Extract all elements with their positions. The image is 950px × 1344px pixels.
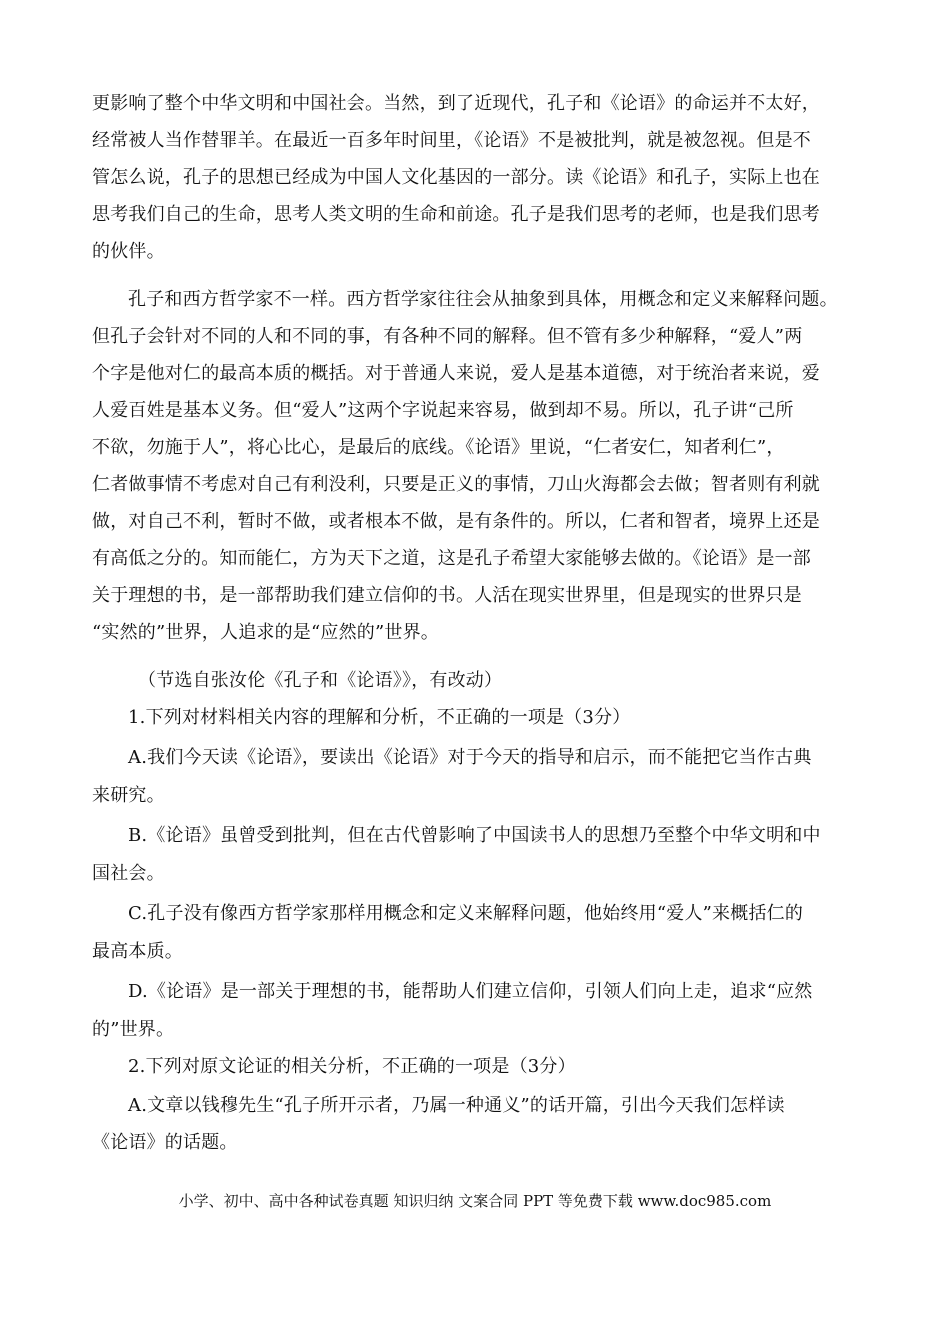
text-line: 不欲，勿施于人”，将心比心，是最后的底线。《论语》里说，“仁者安仁，知者利仁”， <box>92 437 785 458</box>
text-line: “实然的”世界，人追求的是“应然的”世界。 <box>92 622 440 643</box>
option-d-line: D.《论语》是一部关于理想的书，能帮助人们建立信仰，引领人们向上走，追求“应然 <box>128 981 813 1002</box>
text-line: 管怎么说，孔子的思想已经成为中国人文化基因的一部分。读《论语》和孔子，实际上也在 <box>92 167 820 188</box>
text-line: 更影响了整个中华文明和中国社会。当然，到了近现代，孔子和《论语》的命运并不太好， <box>92 93 820 114</box>
option-a-line: A.我们今天读《论语》，要读出《论语》对于今天的指导和启示，而不能把它当作古典 <box>128 747 812 768</box>
text-line: 思考我们自己的生命，思考人类文明的生命和前途。孔子是我们思考的老师，也是我们思考 <box>92 204 820 225</box>
option-a-line: A.文章以钱穆先生“孔子所开示者，乃属一种通义”的话开篇，引出今天我们怎样读 <box>128 1095 785 1116</box>
option-b-line: B.《论语》虽曾受到批判，但在古代曾影响了中国读书人的思想乃至整个中华文明和中 <box>128 825 821 846</box>
option-a-line: 来研究。 <box>92 785 165 806</box>
question-1-stem: 1.下列对材料相关内容的理解和分析，不正确的一项是（3分） <box>128 707 631 728</box>
text-line: 经常被人当作替罪羊。在最近一百多年时间里，《论语》不是被批判，就是被忽视。但是不 <box>92 130 811 151</box>
text-line: 人爱百姓是基本义务。但“爱人”这两个字说起来容易，做到却不易。所以，孔子讲“己所 <box>92 400 794 421</box>
option-d-line: 的”世界。 <box>92 1019 175 1040</box>
text-line: 仁者做事情不考虑对自己有利没利，只要是正义的事情，刀山火海都会去做；智者则有利就 <box>92 474 820 495</box>
paragraph-first-line: 孔子和西方哲学家不一样。西方哲学家往往会从抽象到具体，用概念和定义来解释问题。 <box>128 289 838 310</box>
question-2-stem: 2.下列对原文论证的相关分析，不正确的一项是（3分） <box>128 1056 576 1077</box>
source-note: （节选自张汝伦《孔子和《论语》》，有改动） <box>138 670 503 691</box>
text-line: 做，对自己不利，暂时不做，或者根本不做，是有条件的。所以，仁者和智者，境界上还是 <box>92 511 820 532</box>
text-line: 但孔子会针对不同的人和不同的事，有各种不同的解释。但不管有多少种解释，“爱人”两 <box>92 326 803 347</box>
option-b-line: 国社会。 <box>92 863 165 884</box>
page-footer: 小学、初中、高中各种试卷真题 知识归纳 文案合同 PPT 等免费下载 www.doc985.com <box>178 1192 772 1210</box>
text-line: 的伙伴。 <box>92 241 165 262</box>
text-line: 有高低之分的。知而能仁，方为天下之道，这是孔子希望大家能够去做的。《论语》是一部 <box>92 548 811 569</box>
option-c-line: 最高本质。 <box>92 941 183 962</box>
option-c-line: C.孔子没有像西方哲学家那样用概念和定义来解释问题，他始终用“爱人”来概括仁的 <box>128 903 804 924</box>
text-line: 关于理想的书，是一部帮助我们建立信仰的书。人活在现实世界里，但是现实的世界只是 <box>92 585 802 606</box>
text-line: 个字是他对仁的最高本质的概括。对于普通人来说，爱人是基本道德，对于统治者来说，爱 <box>92 363 820 384</box>
option-a-line: 《论语》的话题。 <box>92 1132 238 1153</box>
